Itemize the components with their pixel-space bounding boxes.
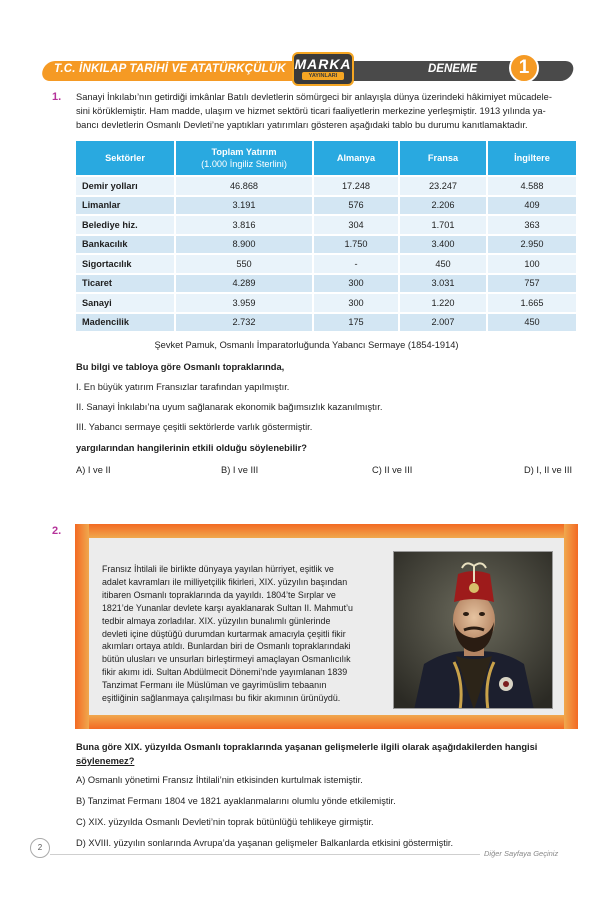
q1-question: yargılarından hangilerinin etkili olduğu söylenebilir? (76, 443, 307, 453)
q1-text-line-2: sini körüklemiştir. Ham madde, ulaşım ve hizmet sektörü ticari faaliyetlerin merkezine yerleşmiştir. 1913 yılında ya- (76, 106, 546, 116)
logo-main-text: MARKA (294, 56, 352, 72)
publisher-logo (292, 52, 354, 86)
q1-option-a[interactable]: A) I ve II (76, 465, 111, 475)
table-source: Şevket Pamuk, Osmanlı İmparatorluğunda Yabancı Sermaye (1854-1914) (154, 340, 459, 350)
page-number: 2 (30, 838, 50, 858)
q2-lead-line-2: söylenemez? (76, 755, 135, 766)
header-sektorler: Sektörler (76, 141, 176, 175)
table-cell-value: 550 (176, 253, 314, 273)
table-cell-sector: Madencilik (76, 312, 176, 332)
subject-title: T.C. İNKILAP TARİHİ VE ATATÜRKÇÜLÜK (54, 63, 286, 75)
q1-text-line-1: Sanayi İnkılabı’nın getirdiği imkânlar Batılı devletlerin sömürgeci bir anlayışla dünya üzerindeki hâkimiyet mücadele- (76, 92, 552, 102)
table-cell-value: 300 (314, 273, 400, 293)
q2-option-d[interactable]: D) XVIII. yüzyılın sonlarında Avrupa’da yaşanan gelişmeler Balkanlarda etkisini göstermiştir. (76, 838, 454, 848)
frame-border-top (75, 524, 578, 538)
q2-passage-line-5: tedbir almaya zorladılar. XIX. yüzyılın bunalımlı günlerinde (102, 615, 331, 626)
investment-table (76, 141, 576, 331)
table-cell-value: 4.289 (176, 273, 314, 293)
deneme-label: DENEME (428, 63, 478, 75)
q1-statement-2: II. Sanayi İnkılabı’na uyum sağlanarak ekonomik bağımsızlık kazanılmıştır. (76, 402, 383, 412)
table-cell-value: 3.816 (176, 214, 314, 234)
next-page-hint: Diğer Sayfaya Geçiniz (484, 849, 559, 858)
q1-option-b[interactable]: B) I ve III (221, 465, 259, 475)
table-cell-value: 2.732 (176, 312, 314, 332)
table-cell-value: 46.868 (176, 175, 314, 195)
table-cell-sector: Limanlar (76, 195, 176, 215)
header-toplam-yatirim (176, 141, 314, 175)
header-toplam-yatirim-line2: (1.000 İngiliz Sterlini) (201, 159, 287, 169)
q2-passage-line-9: fikir akımı idi. Sultan Abdülmecit Dönemi’nde yayımlanan 1839 (102, 667, 348, 678)
table-header-row (76, 141, 576, 175)
header-fransa: Fransa (400, 141, 488, 175)
q1-lead: Bu bilgi ve tabloya göre Osmanlı topraklarında, (76, 362, 285, 372)
q2-option-a[interactable]: A) Osmanlı yönetimi Fransız İhtilali’nin etkisinden kurtulmak istemiştir. (76, 775, 363, 785)
q2-option-b[interactable]: B) Tanzimat Fermanı 1804 ve 1821 ayaklanmalarını olumlu yönde etkilemiştir. (76, 796, 396, 806)
q2-passage-line-7: akımları ortaya atıldı. Bunlardan biri de Osmanlı topraklarındaki (102, 641, 351, 652)
q1-statement-1: I. En büyük yatırım Fransızlar tarafından yapılmıştır. (76, 382, 290, 392)
table-cell-sector: Bankacılık (76, 234, 176, 254)
q2-passage-line-11: eşitliğinin sağlanmaya çalışılması bu fikir akımının ürünüydü. (102, 693, 341, 704)
q2-passage-line-8: bütün ulusları ve unsurları birleştirmeyi amaçlayan Osmanlıcılık (102, 654, 351, 665)
frame-border-right (564, 524, 578, 729)
table-cell-sector: Ticaret (76, 273, 176, 293)
frame-border-left (75, 524, 89, 729)
table-cell-sector: Demir yolları (76, 175, 176, 195)
frame-border-bottom (75, 715, 578, 729)
table-cell-value: 3.959 (176, 292, 314, 312)
table-cell-value: 3.400 (400, 234, 488, 254)
table-cell-value: 409 (488, 195, 576, 215)
table-cell-value: 450 (488, 312, 576, 332)
q2-passage-line-1: Fransız İhtilali ile birlikte dünyaya yayılan hürriyet, eşitlik ve (102, 564, 334, 574)
table-cell-value: 300 (314, 292, 400, 312)
table-cell-value: 1.665 (488, 292, 576, 312)
q2-passage-line-10: Tanzimat Fermanı ile Müslüman ve gayrimüslim tebaanın (102, 680, 327, 691)
table-cell-value: 450 (400, 253, 488, 273)
table-row (76, 292, 576, 312)
q2-lead (76, 741, 581, 769)
q2-passage-line-6: devleti içine düştüğü durumdan kurtarmak amacıyla çeşitli fikir (102, 628, 346, 639)
header-ingiltere: İngiltere (488, 141, 576, 175)
table-cell-value: 757 (488, 273, 576, 293)
q1-option-c[interactable]: C) II ve III (372, 465, 413, 475)
table-cell-value: 4.588 (488, 175, 576, 195)
table-cell-value: 8.900 (176, 234, 314, 254)
table-cell-value: 100 (488, 253, 576, 273)
table-cell-sector: Belediye hiz. (76, 214, 176, 234)
q2-passage-line-3: itibaren Osmanlı topraklarında da yayıldı. 1804’te Sırplar ve (102, 589, 336, 600)
table-cell-value: 304 (314, 214, 400, 234)
q2-passage-line-4: 1821’de Yunanlar devlete karşı ayaklanarak Sultan II. Mahmut’u (102, 602, 353, 613)
table-cell-value: 3.191 (176, 195, 314, 215)
table-cell-value: 17.248 (314, 175, 400, 195)
table-cell-value: 175 (314, 312, 400, 332)
table-row (76, 312, 576, 332)
header-almanya: Almanya (314, 141, 400, 175)
table-cell-value: 2.950 (488, 234, 576, 254)
q1-option-d[interactable]: D) I, II ve III (524, 465, 573, 475)
table-row (76, 175, 576, 195)
table-cell-sector: Sanayi (76, 292, 176, 312)
page-header (40, 56, 573, 84)
header-toplam-yatirim-line1: Toplam Yatırım (211, 147, 277, 157)
table-cell-value: 576 (314, 195, 400, 215)
table-row (76, 195, 576, 215)
table-cell-value: 1.220 (400, 292, 488, 312)
q1-statement-3: III. Yabancı sermaye çeşitli sektörlerde varlık göstermiştir. (76, 422, 313, 432)
sultan-portrait-image (393, 551, 553, 709)
table-row (76, 253, 576, 273)
table-row (76, 214, 576, 234)
footer-divider (50, 854, 480, 855)
q1-text-line-3: bancı devletlerin Osmanlı Devleti’ne yaptıkları yatırımları gösteren aşağıdaki tablo bu durumu kanıtlamaktadır. (76, 120, 528, 130)
table-cell-value: 3.031 (400, 273, 488, 293)
q2-option-c[interactable]: C) XIX. yüzyılda Osmanlı Devleti’nin toprak bütünlüğü tehlikeye girmiştir. (76, 817, 374, 827)
table-cell-value: 23.247 (400, 175, 488, 195)
q2-passage (102, 563, 380, 705)
deneme-number-badge: 1 (509, 53, 539, 83)
question-number-2: 2. (52, 525, 62, 537)
table-cell-value: 2.206 (400, 195, 488, 215)
table-cell-value: 1.750 (314, 234, 400, 254)
question-number-1: 1. (52, 91, 62, 103)
table-cell-sector: Sigortacılık (76, 253, 176, 273)
q2-passage-line-2: adalet kavramları ile milliyetçilik fikirleri, XIX. yüzyılın başından (102, 576, 348, 587)
table-cell-value: 363 (488, 214, 576, 234)
table-row (76, 234, 576, 254)
logo-sub-text: YAYINLARI (302, 72, 344, 80)
q2-lead-line-1: Buna göre XIX. yüzyılda Osmanlı topraklarında yaşanan gelişmelerle ilgili olarak aşağıdakilerden hangisi (76, 742, 538, 752)
table-cell-value: - (314, 253, 400, 273)
table-cell-value: 2.007 (400, 312, 488, 332)
table-row (76, 273, 576, 293)
table-cell-value: 1.701 (400, 214, 488, 234)
